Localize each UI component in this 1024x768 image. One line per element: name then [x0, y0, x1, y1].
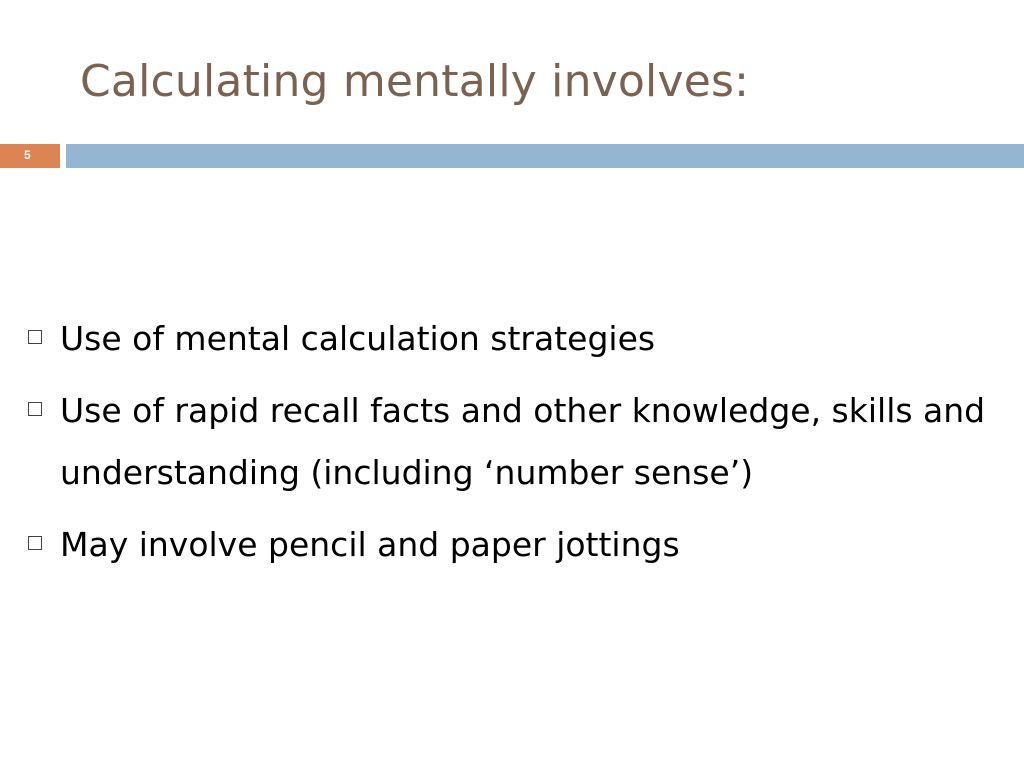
- hollow-square-bullet-icon: [28, 330, 42, 344]
- hollow-square-bullet-icon: [28, 536, 42, 550]
- slide-title: Calculating mentally involves:: [80, 56, 750, 107]
- slide-number-box: [0, 144, 60, 168]
- bullet-text: May involve pencil and paper jottings: [60, 525, 680, 564]
- bullet-list: [24, 308, 1004, 586]
- bullet-text: Use of rapid recall facts and other knowledge, skills and understanding (including ‘number sense’): [60, 391, 986, 492]
- slide-number: 5: [24, 148, 31, 162]
- bullet-text: Use of mental calculation strategies: [60, 319, 656, 358]
- bullet-item: [24, 380, 1004, 504]
- header-bar: [66, 144, 1024, 168]
- hollow-square-bullet-icon: [28, 402, 42, 416]
- bullet-item: [24, 514, 1004, 576]
- bullet-item: [24, 308, 1004, 370]
